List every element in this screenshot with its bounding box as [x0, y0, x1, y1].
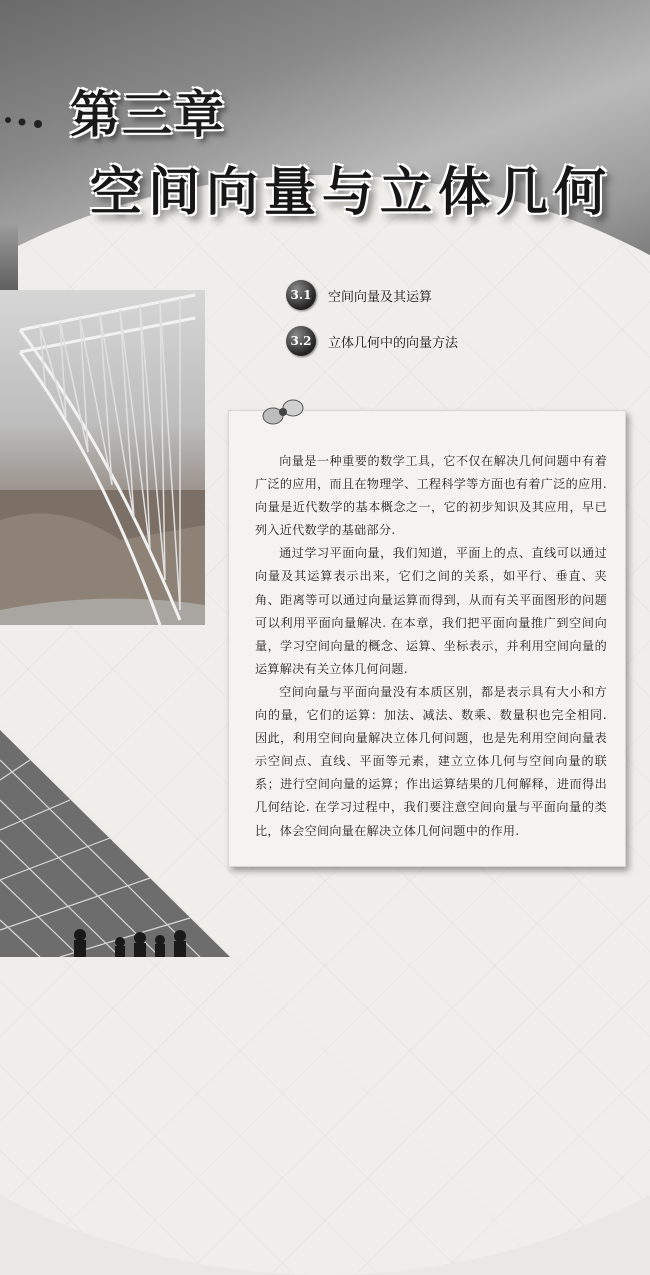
- pushpin-icon: [255, 392, 315, 432]
- section-number-badge: 3.2: [286, 326, 316, 356]
- chapter-title: 空间向量与立体几何: [90, 163, 613, 223]
- decorative-dots: [0, 100, 60, 140]
- section-label: 空间向量及其运算: [328, 289, 433, 305]
- intro-paragraph: 向量是一种重要的数学工具，它不仅在解决几何问题中有着广泛的应用，而且在物理学、工程科学等方面也有着广泛的应用. 向量是近代数学的基本概念之一，它的初步知识及其应用，早已列入近代数学的基础部分.: [255, 454, 607, 538]
- intro-paragraph: 空间向量与平面向量没有本质区别，都是表示具有大小和方向的量，它们的运算：加法、减法、数乘、数量积也完全相同. 因此，利用空间向量解决立体几何问题，也是先利用空间向量表示空间点、直线、平面等元素，建立立体几何与空间向量的联系；进行空间向量的运算；作出运算结果的几何解释，进而得出几何结论. 在学习过程中，我们要注意空间向量与平面向量的类比，体会空间向量在解决立体几何问题中的作用.: [255, 684, 607, 838]
- bridge-illustration: [0, 290, 205, 625]
- intro-paragraph: 通过学习平面向量，我们知道，平面上的点、直线可以通过向量及其运算表示出来，它们之间的关系，如平行、垂直、夹角、距离等可以通过向量运算而得到，从而有关平面图形的问题可以利用平面向量解决. 在本章，我们把平面向量推广到空间向量，学习空间向量的概念、运算、坐标表示，并利用空间向量的运算解决有关立体几何问题.: [255, 546, 607, 676]
- section-number-badge: 3.1: [286, 280, 316, 310]
- bridge-photo: [0, 290, 205, 625]
- chapter-number: 第三章: [70, 86, 226, 144]
- section-item-3-1[interactable]: [286, 280, 432, 310]
- section-item-3-2[interactable]: [286, 326, 458, 356]
- glass-pyramid-illustration: [0, 720, 260, 957]
- section-label: 立体几何中的向量方法: [328, 335, 459, 351]
- intro-text: [255, 450, 607, 843]
- pyramid-photo: [0, 720, 260, 957]
